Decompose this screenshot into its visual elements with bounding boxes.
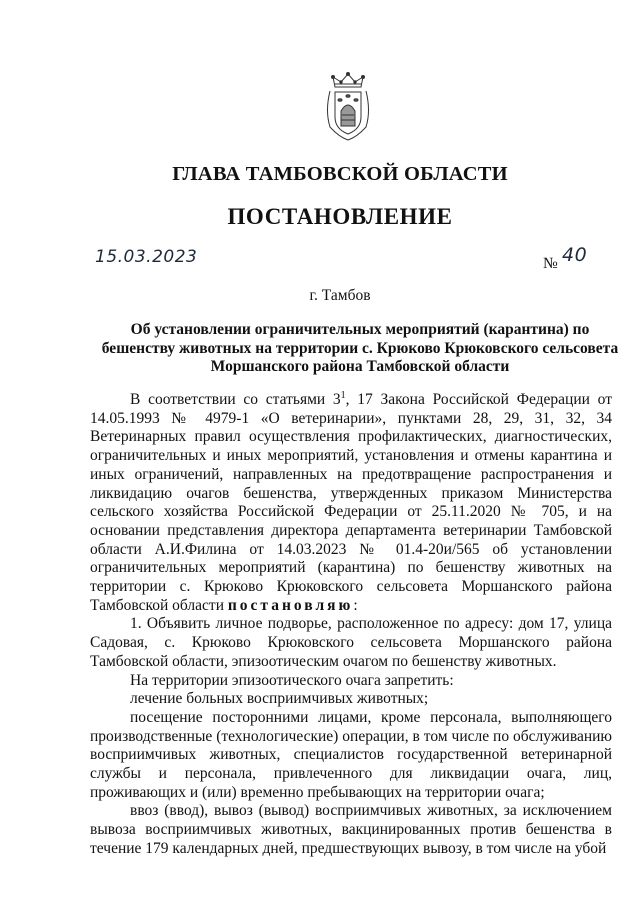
document-title-line: Моршанского района Тамбовской области — [210, 358, 510, 376]
clause-1-paragraph: 1. Объявить личное подворье, расположенное по адресу: дом 17, улица Садовая, с. Крюково Крюковского сельсовета Моршанского района Тамбовской области, эпизоотическим очагом по бешенству животных. — [90, 615, 612, 670]
organization-name: ГЛАВА ТАМБОВСКОЙ ОБЛАСТИ — [172, 163, 508, 185]
preamble-paragraph — [90, 391, 612, 615]
article-superscript: 1 — [340, 389, 346, 401]
coat-of-arms-icon — [321, 71, 375, 141]
document-number-label: № — [543, 255, 558, 272]
preamble-text-start: В соответствии со статьями 3 — [130, 391, 341, 408]
decree-word: постановляю — [227, 596, 354, 614]
prohibition-item: ввоз (ввод), вывоз (вывод) восприимчивых животных, за исключением вывоза восприимчивых животных, вакцинированных против бешенства в течение 179 календарных дней, предшествующих вывозу, в том числе на убой — [90, 802, 612, 857]
prohibition-item: лечение больных восприимчивых животных; — [130, 690, 429, 708]
document-title — [100, 321, 620, 377]
document-type: ПОСТАНОВЛЕНИЕ — [227, 204, 453, 229]
preamble-text: , 17 Закона Российской Федерации от 14.05.1993 № 4979-1 «О ветеринарии», пунктами 28, 29, 31, 32, 34 Ветеринарных правил осуществления профилактических, диагностических, ограничительных и иных мероприятий, установления и отмены карантина и иных ограничений, направленных на предотвращение распространения и ликвидацию очагов бешенства, утвержденных приказом Министерства сельского хозяйства Российской Федерации от 25.11.2020 № 705, и на основании представления директора департамента ветеринарии Тамбовской области А.И.Филина от 14.03.2023 № 01.4-20и/565 об установлении ограничительных мероприятий (карантина) по бешенству животных на территории с. Крюково Крюковского сельсовета Моршанского района Тамбовской области — [90, 391, 612, 614]
document-date: 15.03.2023 — [95, 247, 198, 267]
document-city: г. Тамбов — [309, 287, 371, 304]
document-title-line: бешенству животных на территории с. Крюково Крюковского сельсовета — [101, 339, 619, 357]
prohibition-item: посещение посторонними лицами, кроме персонала, выполняющего производственные (технологические) операции, в том числе по обслуживанию восприимчивых животных, специалистов государственной ветеринарной службы и персонала, привлеченного для ликвидации очага, лиц, проживающих и (или) временно пребывающих на территории очага; — [90, 708, 612, 801]
decree-colon: : — [353, 596, 358, 614]
document-number: 40 — [562, 244, 588, 266]
document-body — [90, 391, 612, 859]
prohibitions-intro: На территории эпизоотического очага запретить: — [130, 671, 454, 689]
document-title-line: Об установлении ограничительных мероприятий (карантина) по — [130, 321, 590, 338]
